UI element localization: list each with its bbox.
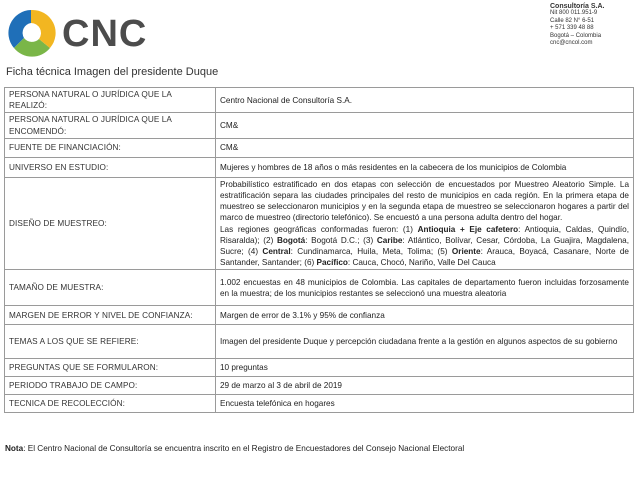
company-name: Consultoría S.A.	[550, 3, 605, 10]
regions-intro: Las regiones geográficas conformadas fueron: (1)	[220, 224, 418, 234]
row-label: PERSONA NATURAL O JURÍDICA QUE LA REALIZÓ:	[5, 88, 216, 113]
region-name: Caribe	[376, 235, 403, 245]
table-row	[5, 113, 634, 138]
region-name: Central	[262, 247, 291, 257]
table-row	[5, 138, 634, 157]
row-value: Centro Nacional de Consultoría S.A.	[216, 88, 634, 113]
logo-text: CNC	[62, 13, 148, 55]
table-row	[5, 377, 634, 395]
row-value: CM&	[216, 113, 634, 138]
row-label: FUENTE DE FINANCIACIÓN:	[5, 138, 216, 157]
table-row	[5, 88, 634, 113]
row-label: TECNICA DE RECOLECCIÓN:	[5, 395, 216, 413]
row-value: Encuesta telefónica en hogares	[216, 395, 634, 413]
company-info	[550, 3, 630, 47]
row-label: PREGUNTAS QUE SE FORMULARON:	[5, 359, 216, 377]
region-name: Oriente	[451, 247, 481, 257]
row-label: TEMAS A LOS QUE SE REFIERE:	[5, 325, 216, 359]
region-list: : Atlántico, Bolívar, Cesar, Córdoba, La Guajira, Magdalena, Sucre; (4)	[220, 235, 629, 257]
cnc-logo-mark	[6, 8, 56, 58]
region-list: : Antioquia, Caldas, Quindío, Risaralda); (2)	[220, 224, 629, 245]
table-row	[5, 177, 634, 270]
row-value: 1.002 encuestas en 48 municipios de Colombia. Las capitales de departamento fueron incluidas forzosamente en la muestra; de los municipios restantes se seleccionó una muestra aleatoria	[216, 270, 634, 306]
region-name: Pacífico	[316, 258, 348, 268]
row-label: UNIVERSO EN ESTUDIO:	[5, 157, 216, 177]
table-row	[5, 270, 634, 306]
region-list: : Arauca, Boyacá, Casanare, Norte de Santander, Santander; (6)	[220, 247, 629, 268]
region-name: Bogotá	[277, 235, 306, 245]
row-value: Mujeres y hombres de 18 años o más residentes en la cabecera de los municipios de Colombia	[216, 157, 634, 177]
row-label: MARGEN DE ERROR Y NIVEL DE CONFIANZA:	[5, 306, 216, 325]
row-value: Margen de error de 3.1% y 95% de confianza	[216, 306, 634, 325]
row-value: 10 preguntas	[216, 359, 634, 377]
technical-sheet-table	[4, 87, 634, 413]
company-address: Calle 82 N° 6-51	[550, 17, 595, 24]
sampling-design-text: Probabilístico estratificado en dos etapas con selección de encuestados por Muestreo Aleatorio Simple. La estratificación separa las ciudades principales del resto de municipios en cada región. En la primera etapa de muestreo se seleccionaron municipios y en la segunda etapa de muestreo se seleccionaron hogares a partir del marco de muestreo (directorio telefónico). Se encuestó a una persona adulta dentro del hogar.	[220, 179, 629, 223]
page-header	[0, 0, 640, 62]
footnote	[5, 444, 464, 453]
row-label: DISEÑO DE MUESTREO:	[5, 177, 216, 270]
region-list: : Bogotá D.C.; (3)	[305, 235, 377, 245]
region-list: : Cundinamarca, Huila, Meta, Tolima; (5)	[290, 247, 452, 257]
company-city: Bogotá – Colombia	[550, 32, 602, 39]
note-text: : El Centro Nacional de Consultoría se encuentra inscrito en el Registro de Encuestadores del Consejo Nacional Electoral	[23, 444, 465, 453]
region-list: : Cauca, Chocó, Nariño, Valle Del Cauca	[347, 258, 496, 268]
row-label: PERIODO TRABAJO DE CAMPO:	[5, 377, 216, 395]
cnc-logo	[6, 8, 196, 58]
table-row	[5, 325, 634, 359]
document-title: Ficha técnica Imagen del presidente Duque	[6, 66, 219, 78]
table-row	[5, 395, 634, 413]
company-phone: + 571 339 48 88	[550, 25, 594, 32]
regions-text	[220, 224, 629, 269]
company-nit: Nit 800 011.951-9	[550, 10, 598, 17]
company-email[interactable]: cnc@cncol.com	[550, 40, 593, 47]
row-label: PERSONA NATURAL O JURÍDICA QUE LA ENCOMENDÓ:	[5, 113, 216, 138]
note-prefix: Nota	[5, 444, 24, 453]
region-name: Antioquia + Eje cafetero	[417, 224, 519, 234]
table-row	[5, 306, 634, 325]
row-value: Imagen del presidente Duque y percepción ciudadana frente a la gestión en algunos aspectos de su gobierno	[216, 325, 634, 359]
table-row	[5, 157, 634, 177]
row-value	[216, 177, 634, 270]
row-value: CM&	[216, 138, 634, 157]
row-label: TAMAÑO DE MUESTRA:	[5, 270, 216, 306]
table-row	[5, 359, 634, 377]
row-value: 29 de marzo al 3 de abril de 2019	[216, 377, 634, 395]
